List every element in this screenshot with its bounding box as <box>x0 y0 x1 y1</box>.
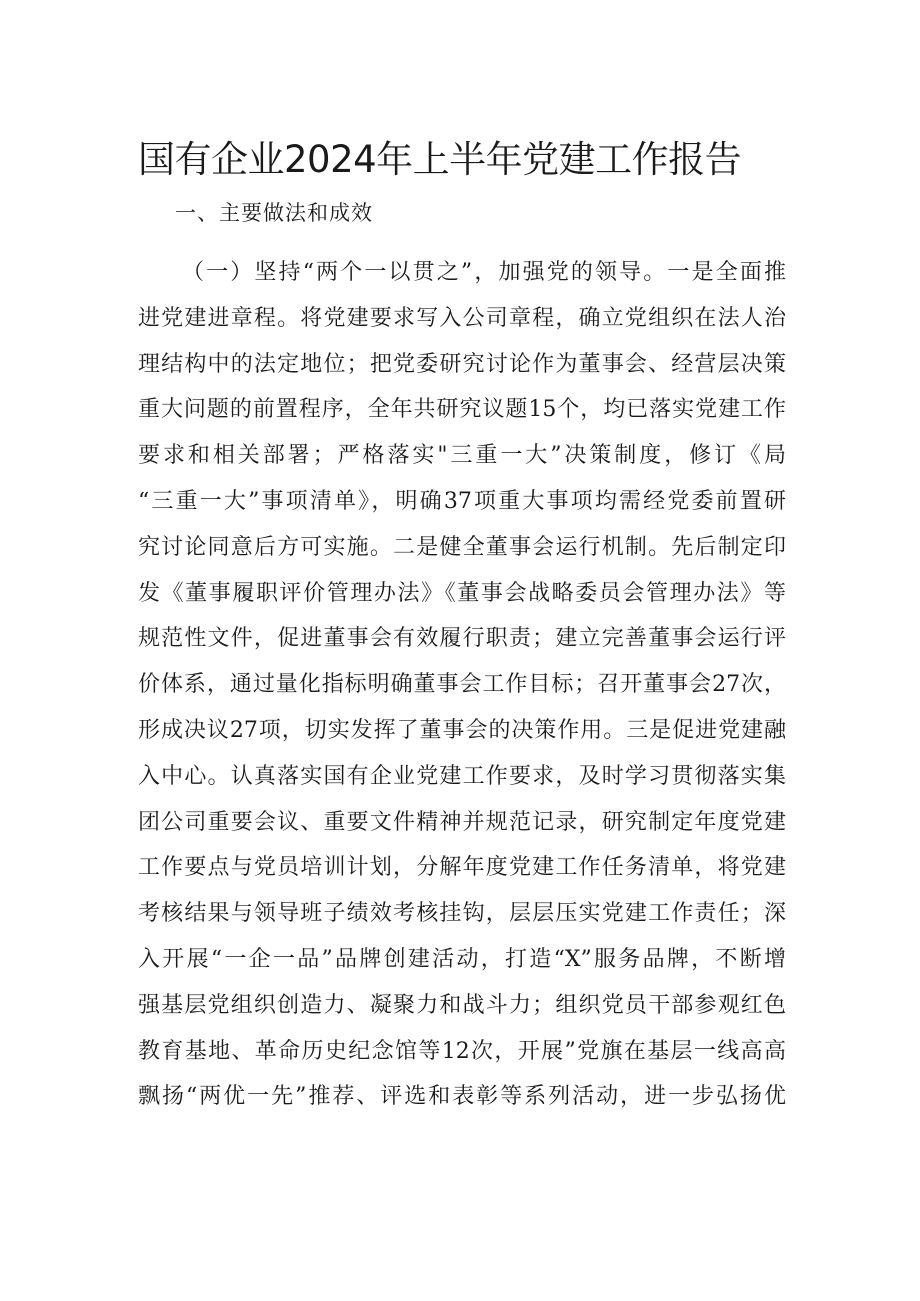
paragraph-line: 规范性文件，促进董事会有效履行职责；建立完善董事会运行评 <box>138 626 786 652</box>
paragraph-line: “三重一大”事项清单》，明确37项重大事项均需经党委前置研 <box>138 488 786 514</box>
paragraph-line: 教育基地、革命历史纪念馆等12次，开展”党旗在基层一线高高 <box>138 1038 786 1064</box>
paragraph-line: 理结构中的法定地位；把党委研究讨论作为董事会、经营层决策 <box>138 351 786 377</box>
paragraph-line: 进党建进章程。将党建要求写入公司章程，确立党组织在法人治 <box>138 305 786 331</box>
document-title: 国有企业2024年上半年党建工作报告 <box>138 138 742 181</box>
paragraph-line: 重大问题的前置程序，全年共研究议题15个，均已落实党建工作 <box>138 397 786 423</box>
paragraph-line: 考核结果与领导班子绩效考核挂钩，层层压实党建工作责任；深 <box>138 901 786 927</box>
paragraph-line: 飘扬“两优一先”推荐、评选和表彰等系列活动，进一步弘扬优 <box>138 1084 786 1110</box>
paragraph-line: （一）坚持“两个一以贯之”，加强党的领导。一是全面推 <box>182 260 786 285</box>
paragraph-line: 入中心。认真落实国有企业党建工作要求，及时学习贯彻落实集 <box>138 763 786 789</box>
paragraph-line: 团公司重要会议、重要文件精神并规范记录，研究制定年度党建 <box>138 809 786 835</box>
paragraph-line: 形成决议27项，切实发挥了董事会的决策作用。三是促进党建融 <box>138 717 786 743</box>
section-heading: 一、主要做法和成效 <box>175 201 373 225</box>
paragraph-line: 发《董事履职评价管理办法》《董事会战略委员会管理办法》等 <box>138 580 786 606</box>
paragraph-line: 价体系，通过量化指标明确董事会工作目标；召开董事会27次， <box>138 672 786 698</box>
body-paragraph <box>138 250 786 1120</box>
paragraph-line: 入开展“一企一品”品牌创建活动，打造“X”服务品牌，不断增 <box>138 946 786 972</box>
paragraph-line: 工作要点与党员培训计划，分解年度党建工作任务清单，将党建 <box>138 855 786 881</box>
paragraph-line: 要求和相关部署；严格落实"三重一大”决策制度，修订《局 <box>138 443 786 469</box>
paragraph-line: 究讨论同意后方可实施。二是健全董事会运行机制。先后制定印 <box>138 534 786 560</box>
paragraph-line: 强基层党组织创造力、凝聚力和战斗力；组织党员干部参观红色 <box>138 992 786 1018</box>
